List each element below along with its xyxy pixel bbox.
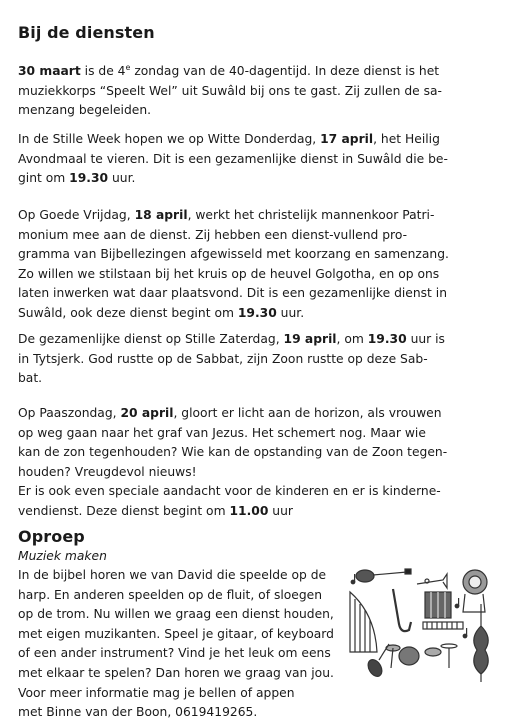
bold-date: 18 april: [134, 208, 188, 222]
text-line: op de trom. Nu willen we graag een dienst houden,: [18, 607, 334, 622]
accordion-icon: [425, 592, 451, 618]
text-line: [18, 169, 448, 189]
text-segment: Op Paaszondag,: [18, 406, 121, 420]
text-line: [18, 304, 449, 324]
oproep-body: [18, 566, 334, 723]
text-line: [18, 226, 449, 246]
text-line: [18, 82, 442, 102]
text-line: [18, 463, 447, 483]
text-segment: uur is: [406, 332, 445, 346]
text-segment: muziekkorps “Speelt Wel” uit Suwâld bij ons te gast. Zij zullen de sa-: [18, 83, 442, 98]
double-bass-icon: [474, 604, 488, 682]
text-line: [18, 101, 442, 121]
text-segment: is de 4: [80, 64, 126, 78]
text-line: met elkaar te spelen? Dan horen we graag van jou.: [18, 665, 334, 680]
bold-date: 19.30: [69, 171, 109, 186]
paragraph: [18, 404, 447, 522]
text-segment: Er is ook even speciale aandacht voor de kinderen en er is kinderne-: [18, 484, 441, 499]
guitar-icon: [356, 569, 411, 582]
oproep-subtitle: Muziek maken: [18, 549, 107, 563]
text-line: [18, 62, 442, 82]
text-line: [18, 265, 449, 285]
text-segment: laten inwerken wat daar plaatsvond. Dit is een gezamenlijke dienst in: [18, 286, 447, 301]
text-segment: In de Stille Week hopen we op Witte Donderdag,: [18, 132, 321, 146]
text-line: In de bijbel horen we van David die speelde op de: [18, 568, 327, 582]
paragraph: [18, 130, 448, 189]
bold-date: 17 april: [320, 132, 374, 146]
text-line: [18, 130, 448, 150]
text-segment: Suwâld, ook deze dienst begint om: [18, 305, 238, 320]
text-line: [18, 206, 449, 226]
bold-date: 19.30: [237, 305, 277, 320]
bold-date: 19 april: [283, 332, 337, 346]
text-segment: e: [125, 63, 131, 72]
text-segment: De gezamenlijke dienst op Stille Zaterdag,: [18, 332, 284, 346]
text-segment: uur.: [276, 305, 305, 320]
text-segment: houden? Vreugdevol nieuws!: [18, 464, 197, 479]
section-title-diensten: Bij de diensten: [18, 23, 155, 42]
text-segment: uur.: [108, 171, 136, 186]
bold-date: 19.30: [367, 332, 407, 346]
text-line: [18, 369, 445, 389]
text-segment: Zo willen we stilstaan bij het kruis op de heuvel Golgotha, en op ons: [18, 266, 440, 281]
bold-date: 30 maart: [18, 64, 81, 78]
text-segment: in Tytsjerk. God rustte op de Sabbat, zijn Zoon rustte op deze Sab-: [18, 351, 428, 366]
text-segment: monium mee aan de dienst. Zij hebben een dienst-vullend pro-: [18, 227, 408, 242]
keyboard-icon: [423, 622, 463, 629]
text-line: met eigen muzikanten. Speel je gitaar, of keyboard: [18, 626, 334, 641]
text-line: [18, 404, 447, 424]
trumpet-icon: [417, 574, 447, 588]
drum-kit-icon: [386, 644, 457, 668]
text-line: [18, 424, 447, 444]
music-instruments-illustration: [345, 564, 500, 684]
text-segment: , werkt het christelijk mannenkoor Patri-: [187, 208, 435, 222]
text-segment: , om: [336, 332, 368, 346]
harp-icon: [350, 592, 377, 652]
text-line: [18, 350, 445, 370]
text-segment: menzang begeleiden.: [18, 103, 152, 118]
text-line: [18, 330, 445, 350]
text-segment: bat.: [18, 371, 43, 386]
text-line: [18, 443, 447, 463]
text-segment: Avondmaal te vieren. Dit is een gezamenlijke dienst in Suwâld die be-: [18, 151, 448, 166]
paragraph: [18, 62, 442, 121]
text-segment: , het Heilig: [373, 132, 440, 146]
text-segment: kan de zon tegenhouden? Wie kan de opstanding van de Zoon tegen-: [18, 445, 448, 460]
text-segment: gint om: [18, 171, 70, 186]
bold-date: 20 april: [120, 406, 174, 420]
text-segment: uur: [268, 503, 293, 518]
saxophone-icon: [393, 589, 411, 631]
text-segment: op weg gaan naar het graf van Jezus. Het schemert nog. Maar wie: [18, 425, 426, 440]
text-line: [18, 245, 449, 265]
text-line: [18, 284, 449, 304]
text-line: of een ander instrument? Vind je het leuk om eens: [18, 646, 331, 661]
section-title-oproep: Oproep: [18, 527, 85, 546]
text-segment: zondag van de 40-dagentijd. In deze dienst is het: [130, 64, 440, 78]
text-line: [18, 150, 448, 170]
text-segment: gramma van Bijbellezingen afgewisseld met koorzang en samenzang.: [18, 247, 449, 262]
text-segment: Op Goede Vrijdag,: [18, 208, 135, 222]
text-line: met Binne van der Boon, 0619419265.: [18, 705, 258, 720]
text-segment: , gloort er licht aan de horizon, als vrouwen: [173, 406, 442, 420]
text-line: [18, 482, 447, 502]
paragraph: [18, 206, 449, 324]
bold-date: 11.00: [229, 503, 269, 518]
paragraph: [18, 330, 445, 389]
text-line: [18, 502, 447, 522]
text-line: Voor meer informatie mag je bellen of appen: [18, 685, 295, 700]
text-segment: vendienst. Deze dienst begint om: [18, 503, 230, 518]
tuba-icon: [463, 570, 487, 612]
text-line: harp. En anderen speelden op de fluit, of sloegen: [18, 587, 323, 602]
